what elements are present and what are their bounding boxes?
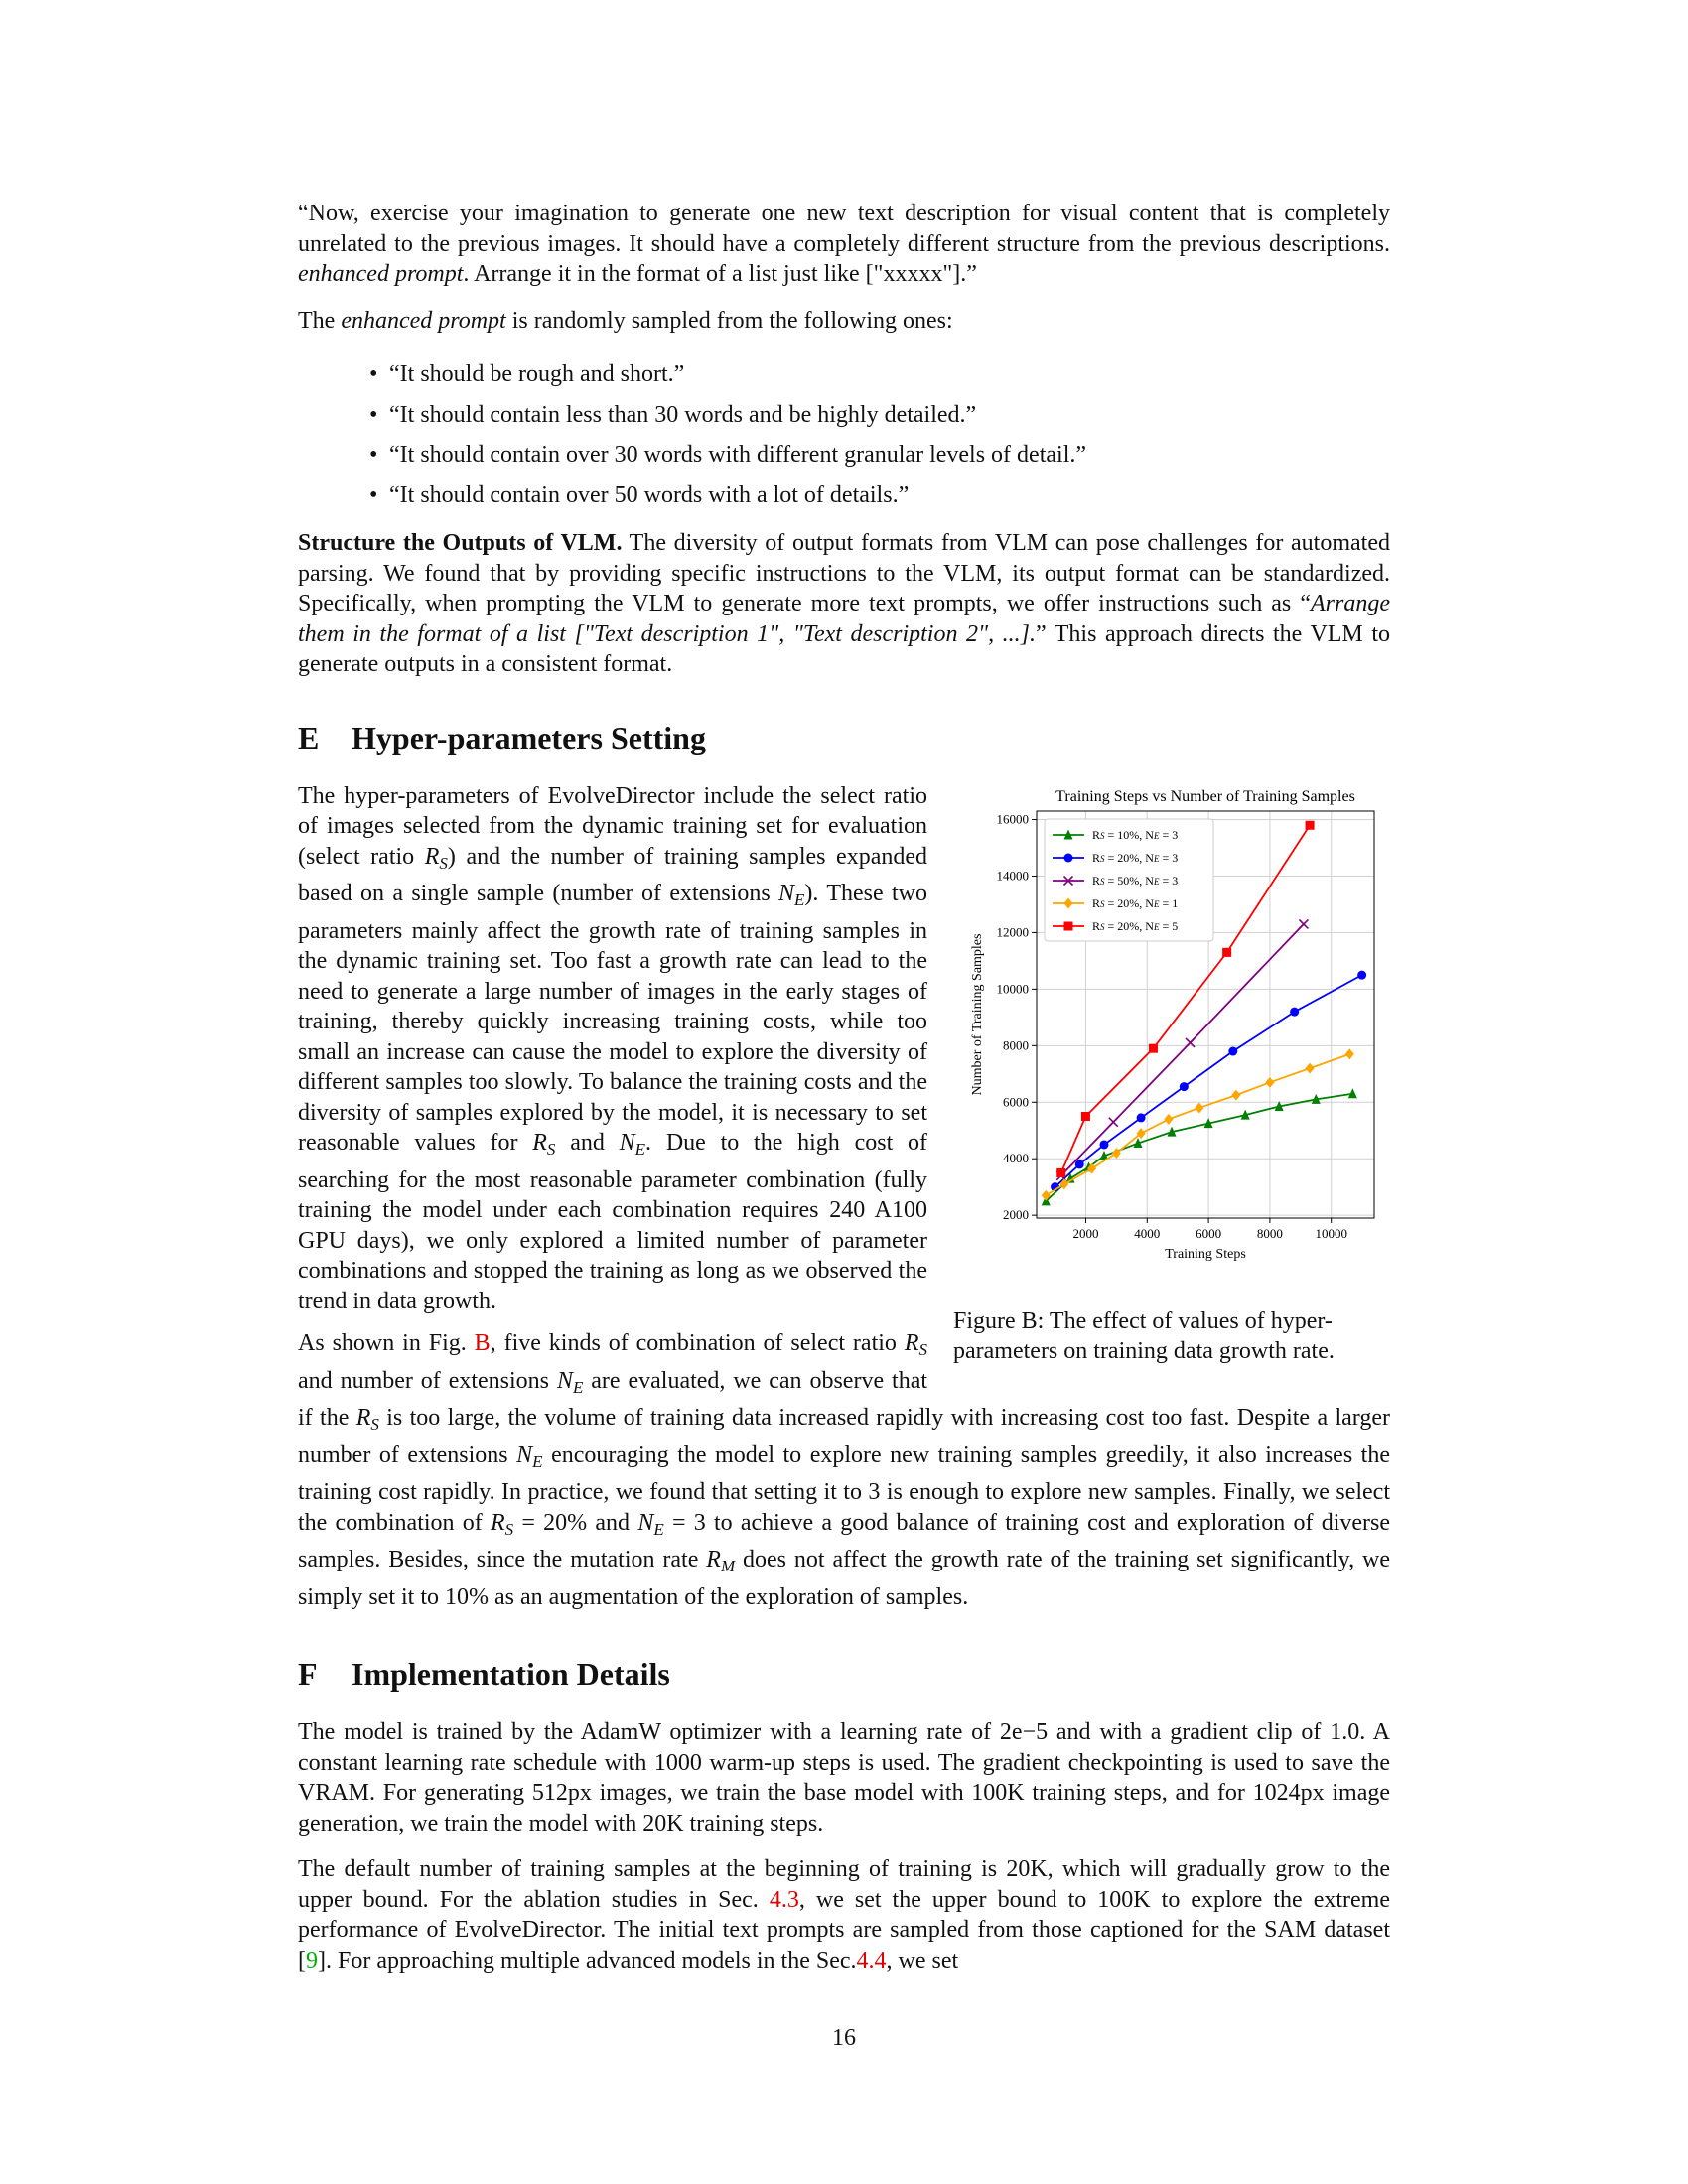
data-point <box>1075 1160 1084 1168</box>
legend-subscript: E <box>1153 876 1160 887</box>
legend-label <box>1092 874 1178 887</box>
legend-text: = 50%, N <box>1104 873 1154 887</box>
section-link[interactable]: 4.3 <box>769 1886 799 1913</box>
legend-text: = 3 <box>1159 827 1179 842</box>
y-tick-label: 16000 <box>996 811 1029 827</box>
data-point <box>1149 1043 1158 1052</box>
legend-text: = 3 <box>1159 850 1179 865</box>
legend-text: = 5 <box>1159 918 1179 933</box>
x-tick-label: 10000 <box>1315 1225 1347 1241</box>
data-point <box>1357 970 1366 979</box>
legend-subscript: S <box>1100 830 1105 841</box>
section-e-paragraph-2: As shown in Fig. B, five kinds of combination of select ratio $R_S$ and number of extensions $N_E$ are evaluated, we can observe that if the $R_S$ is too large, the volume of training data increased rapidly with increasing cost too fast. Despite a larger number of extensions $N_E$ encouraging the model to explore new training samples greedily, it also increases the training cost rapidly. In practice, we found that setting it to 3 is enough to explore new samples. Finally, we select the combination of $R_S = 20\%$ and $N_E = 3$ to achieve a good balance of training cost and exploration of diverse samples. Besides, since the mutation rate $R_M$ does not affect the growth rate of the training set significantly, we simply set it to 10% as an augmentation of the exploration of samples. <box>298 1330 1391 1610</box>
legend-text: = 10%, N <box>1104 827 1154 842</box>
figure-b <box>953 783 1390 1367</box>
prompt-quote: “Now, exercise your imagination to generate one new text description for visual content that is completely unrelated to the previous images. It should have a completely different structure from the previous descriptions. enhanced prompt. Arrange it in the format of a list just like ["xxxxx"].” <box>298 201 1390 287</box>
legend-label <box>1092 828 1178 842</box>
x-tick-label: 6000 <box>1196 1225 1222 1241</box>
y-tick-label: 6000 <box>1003 1093 1029 1109</box>
legend-text: R <box>1092 850 1101 865</box>
sampling-sentence: The enhanced prompt is randomly sampled from the following ones: <box>298 307 953 334</box>
legend-text: = 1 <box>1159 895 1179 910</box>
enhanced-prompt-list <box>298 359 1390 510</box>
data-point <box>1348 1088 1357 1098</box>
legend-subscript: S <box>1100 921 1105 932</box>
data-point <box>1231 1089 1240 1100</box>
data-point <box>1164 1113 1173 1124</box>
series-line <box>1061 923 1304 1174</box>
x-axis-label: Training Steps <box>1165 1246 1246 1262</box>
x-tick-label: 2000 <box>1072 1225 1099 1241</box>
data-point <box>1222 947 1231 956</box>
list-item: • “It should be rough and short.” <box>369 359 1390 390</box>
data-point <box>1100 1140 1109 1149</box>
legend-text: = 20%, N <box>1104 895 1154 910</box>
data-point <box>1290 1007 1299 1016</box>
legend-text: R <box>1092 918 1101 933</box>
y-tick-label: 10000 <box>996 980 1029 996</box>
x-tick-label: 4000 <box>1134 1225 1161 1241</box>
section-e-body <box>298 781 1390 1613</box>
data-point <box>1306 820 1315 829</box>
data-point <box>1064 921 1073 930</box>
y-tick-label: 14000 <box>996 867 1029 883</box>
growth-rate-chart <box>953 783 1390 1288</box>
data-point <box>1345 1048 1354 1059</box>
legend-subscript: S <box>1100 876 1105 887</box>
list-item: • “It should contain less than 30 words and be highly detailed.” <box>369 400 1390 431</box>
data-point <box>1228 1046 1237 1055</box>
data-point <box>1306 1062 1315 1073</box>
section-e-heading: E Hyper-parameters Setting <box>298 719 706 755</box>
legend-subscript: E <box>1153 898 1160 909</box>
data-point <box>1137 1113 1146 1122</box>
structure-paragraph: Structure the Outputs of VLM. The diversity of output formats from VLM can pose challenges for automated parsing. We found that by providing specific instructions to the VLM, its output format can be standardized. Specifically, when prompting the VLM to generate more text prompts, we offer instructions such as “Arrange them in the format of a list ["Text description 1", "Text description 2", ...].” This approach directs the VLM to generate outputs in a consistent format. <box>298 530 1390 677</box>
list-item: • “It should contain over 30 words with different granular levels of detail.” <box>369 440 1390 471</box>
y-axis-label: Number of Training Samples <box>970 933 985 1095</box>
y-tick-label: 4000 <box>1003 1150 1029 1165</box>
y-tick-label: 12000 <box>996 923 1029 939</box>
section-f-paragraph-2: The default number of training samples at the beginning of training is 20K, which will gradually grow to the upper bound. For the ablation studies in Sec. 4.3, we set the upper bound to 100K to explore the extreme performance of EvolveDirector. The initial text prompts are sampled from those captioned for the SAM dataset [9]. For approaching multiple advanced models in the Sec.4.4, we set <box>298 1856 1390 1974</box>
section-link[interactable]: 4.4 <box>856 1947 887 1974</box>
y-tick-label: 2000 <box>1003 1206 1029 1222</box>
section-f-paragraph-1: The model is trained by the AdamW optimizer with a learning rate of 2e−5 and with a gradient clip of 1.0. A constant learning rate schedule with 1000 warm-up steps is used. The gradient checkpointing is used to save the VRAM. For generating 512px images, we train the base model with 100K training steps, and for 1024px image generation, we train the model with 20K training steps. <box>298 1719 1390 1837</box>
legend-text: R <box>1092 827 1101 842</box>
legend-text: = 20%, N <box>1104 918 1154 933</box>
legend-text: R <box>1092 873 1101 887</box>
legend-subscript: E <box>1153 830 1160 841</box>
data-point <box>1137 1128 1146 1139</box>
list-item: • “It should contain over 50 words with a lot of details.” <box>369 480 1390 511</box>
section-e-paragraph-1: The hyper-parameters of EvolveDirector include the select ratio of images selected from the dynamic training set for evaluation (select ratio $R_S$) and the number of training samples expanded based on a single sample (number of extensions $N_E$). These two parameters mainly affect the growth rate of training samples in the dynamic training set. Too fast a growth rate can lead to the need to generate a large number of images in the early stages of training, thereby quickly increasing training costs, while too small an increase can cause the model to explore the diversity of different samples too slowly. To balance the training costs and the diversity of samples explored by the model, it is necessary to set reasonable values for $R_S$ and $N_E$. Due to the high cost of searching for the most reasonable parameter combination (fully training the model under each combination requires 240 A100 GPU days), we only explored a limited number of parameter combinations and stopped the training as long as we observed the trend in data growth. <box>298 782 928 1314</box>
legend-subscript: S <box>1100 853 1105 864</box>
chart-title: Training Steps vs Number of Training Samples <box>1055 787 1355 805</box>
legend-subscript: E <box>1153 921 1160 932</box>
data-point <box>1081 1112 1090 1121</box>
y-tick-label: 8000 <box>1003 1036 1029 1052</box>
section-f-heading: F Implementation Details <box>298 1656 670 1692</box>
legend-label <box>1092 851 1178 865</box>
page-body <box>298 199 1390 1976</box>
figure-caption: Figure B: The effect of values of hyper-parameters on training data growth rate. <box>953 1307 1335 1364</box>
legend-subscript: S <box>1100 898 1105 909</box>
legend-text: = 20%, N <box>1104 850 1154 865</box>
figure-link[interactable]: B <box>474 1330 491 1356</box>
legend-label <box>1092 896 1178 910</box>
data-point <box>1180 1082 1189 1091</box>
legend-label <box>1092 919 1178 933</box>
legend-text: = 3 <box>1159 873 1179 887</box>
data-point <box>1195 1102 1203 1113</box>
citation-link[interactable]: 9 <box>306 1947 318 1974</box>
x-tick-label: 8000 <box>1256 1225 1283 1241</box>
legend-text: R <box>1092 895 1101 910</box>
series-line <box>1046 1053 1349 1194</box>
legend-subscript: E <box>1153 853 1160 864</box>
data-point <box>1064 853 1073 862</box>
data-point <box>1265 1076 1274 1087</box>
data-point <box>1056 1167 1065 1176</box>
page-number: 16 <box>832 2025 856 2051</box>
